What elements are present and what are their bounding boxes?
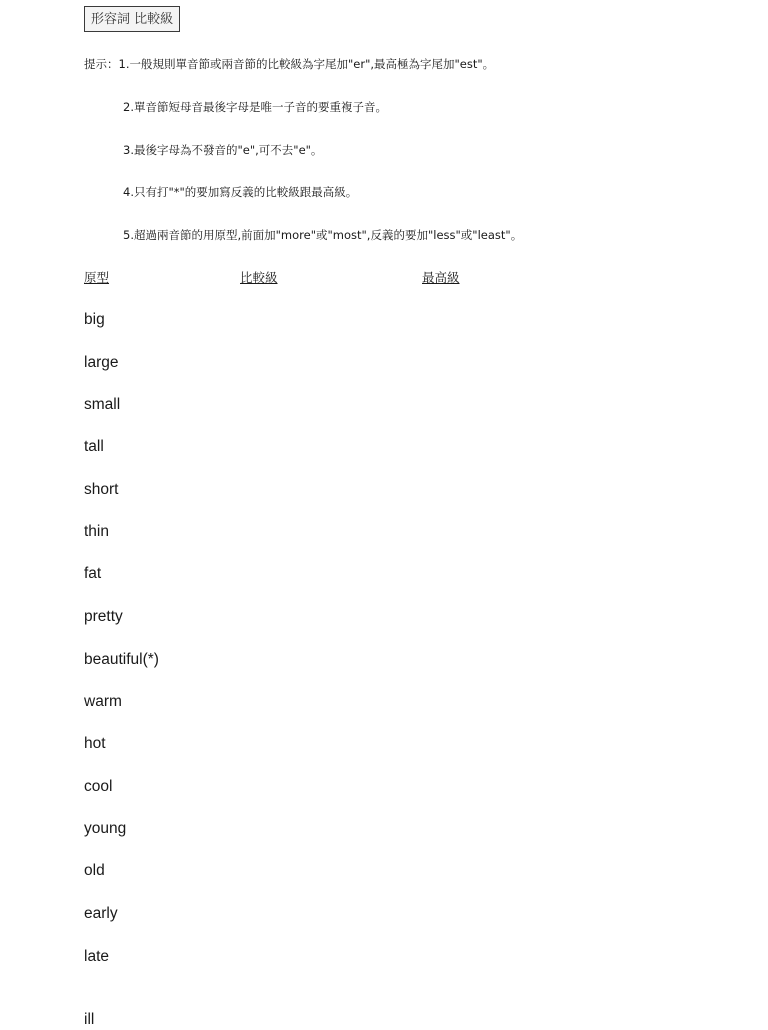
word-item: beautiful(*) [84,651,159,668]
word-item: large [84,354,119,371]
hint-item-2: 2.單音節短母音最後字母是唯一子音的要重複子音。 [123,100,387,114]
word-item: fat [84,565,102,582]
hint-line-1 [84,56,494,72]
column-header-base-form: 原型 [84,270,110,285]
hint-item-1: 1.一般規則單音節或兩音節的比較級為字尾加"er",最高極為字尾加"est"。 [118,57,495,71]
word-item: pretty [84,608,123,625]
word-item: short [84,481,119,498]
word-item: big [84,311,105,328]
word-item: old [84,862,105,879]
word-item: small [84,396,121,413]
hint-item-5: 5.超過兩音節的用原型,前面加"more"或"most",反義的要加"less"或"least"。 [123,228,523,242]
word-item: warm [84,693,122,710]
word-item: cool [84,778,113,795]
word-item: thin [84,523,109,540]
document-title: 形容詞 比較級 [84,6,180,32]
word-item: late [84,948,109,965]
word-item: hot [84,735,106,752]
word-item: young [84,820,127,837]
hint-prefix: 提示： [84,57,119,71]
column-header-comparative: 比較級 [240,270,278,285]
word-item: ill [84,1011,95,1028]
hint-item-4: 4.只有打"*"的要加寫反義的比較級跟最高級。 [123,185,358,199]
column-header-superlative: 最高級 [422,270,460,285]
word-item: tall [84,438,104,455]
hint-item-3: 3.最後字母為不發音的"e",可不去"e"。 [123,143,323,157]
word-item: early [84,905,118,922]
